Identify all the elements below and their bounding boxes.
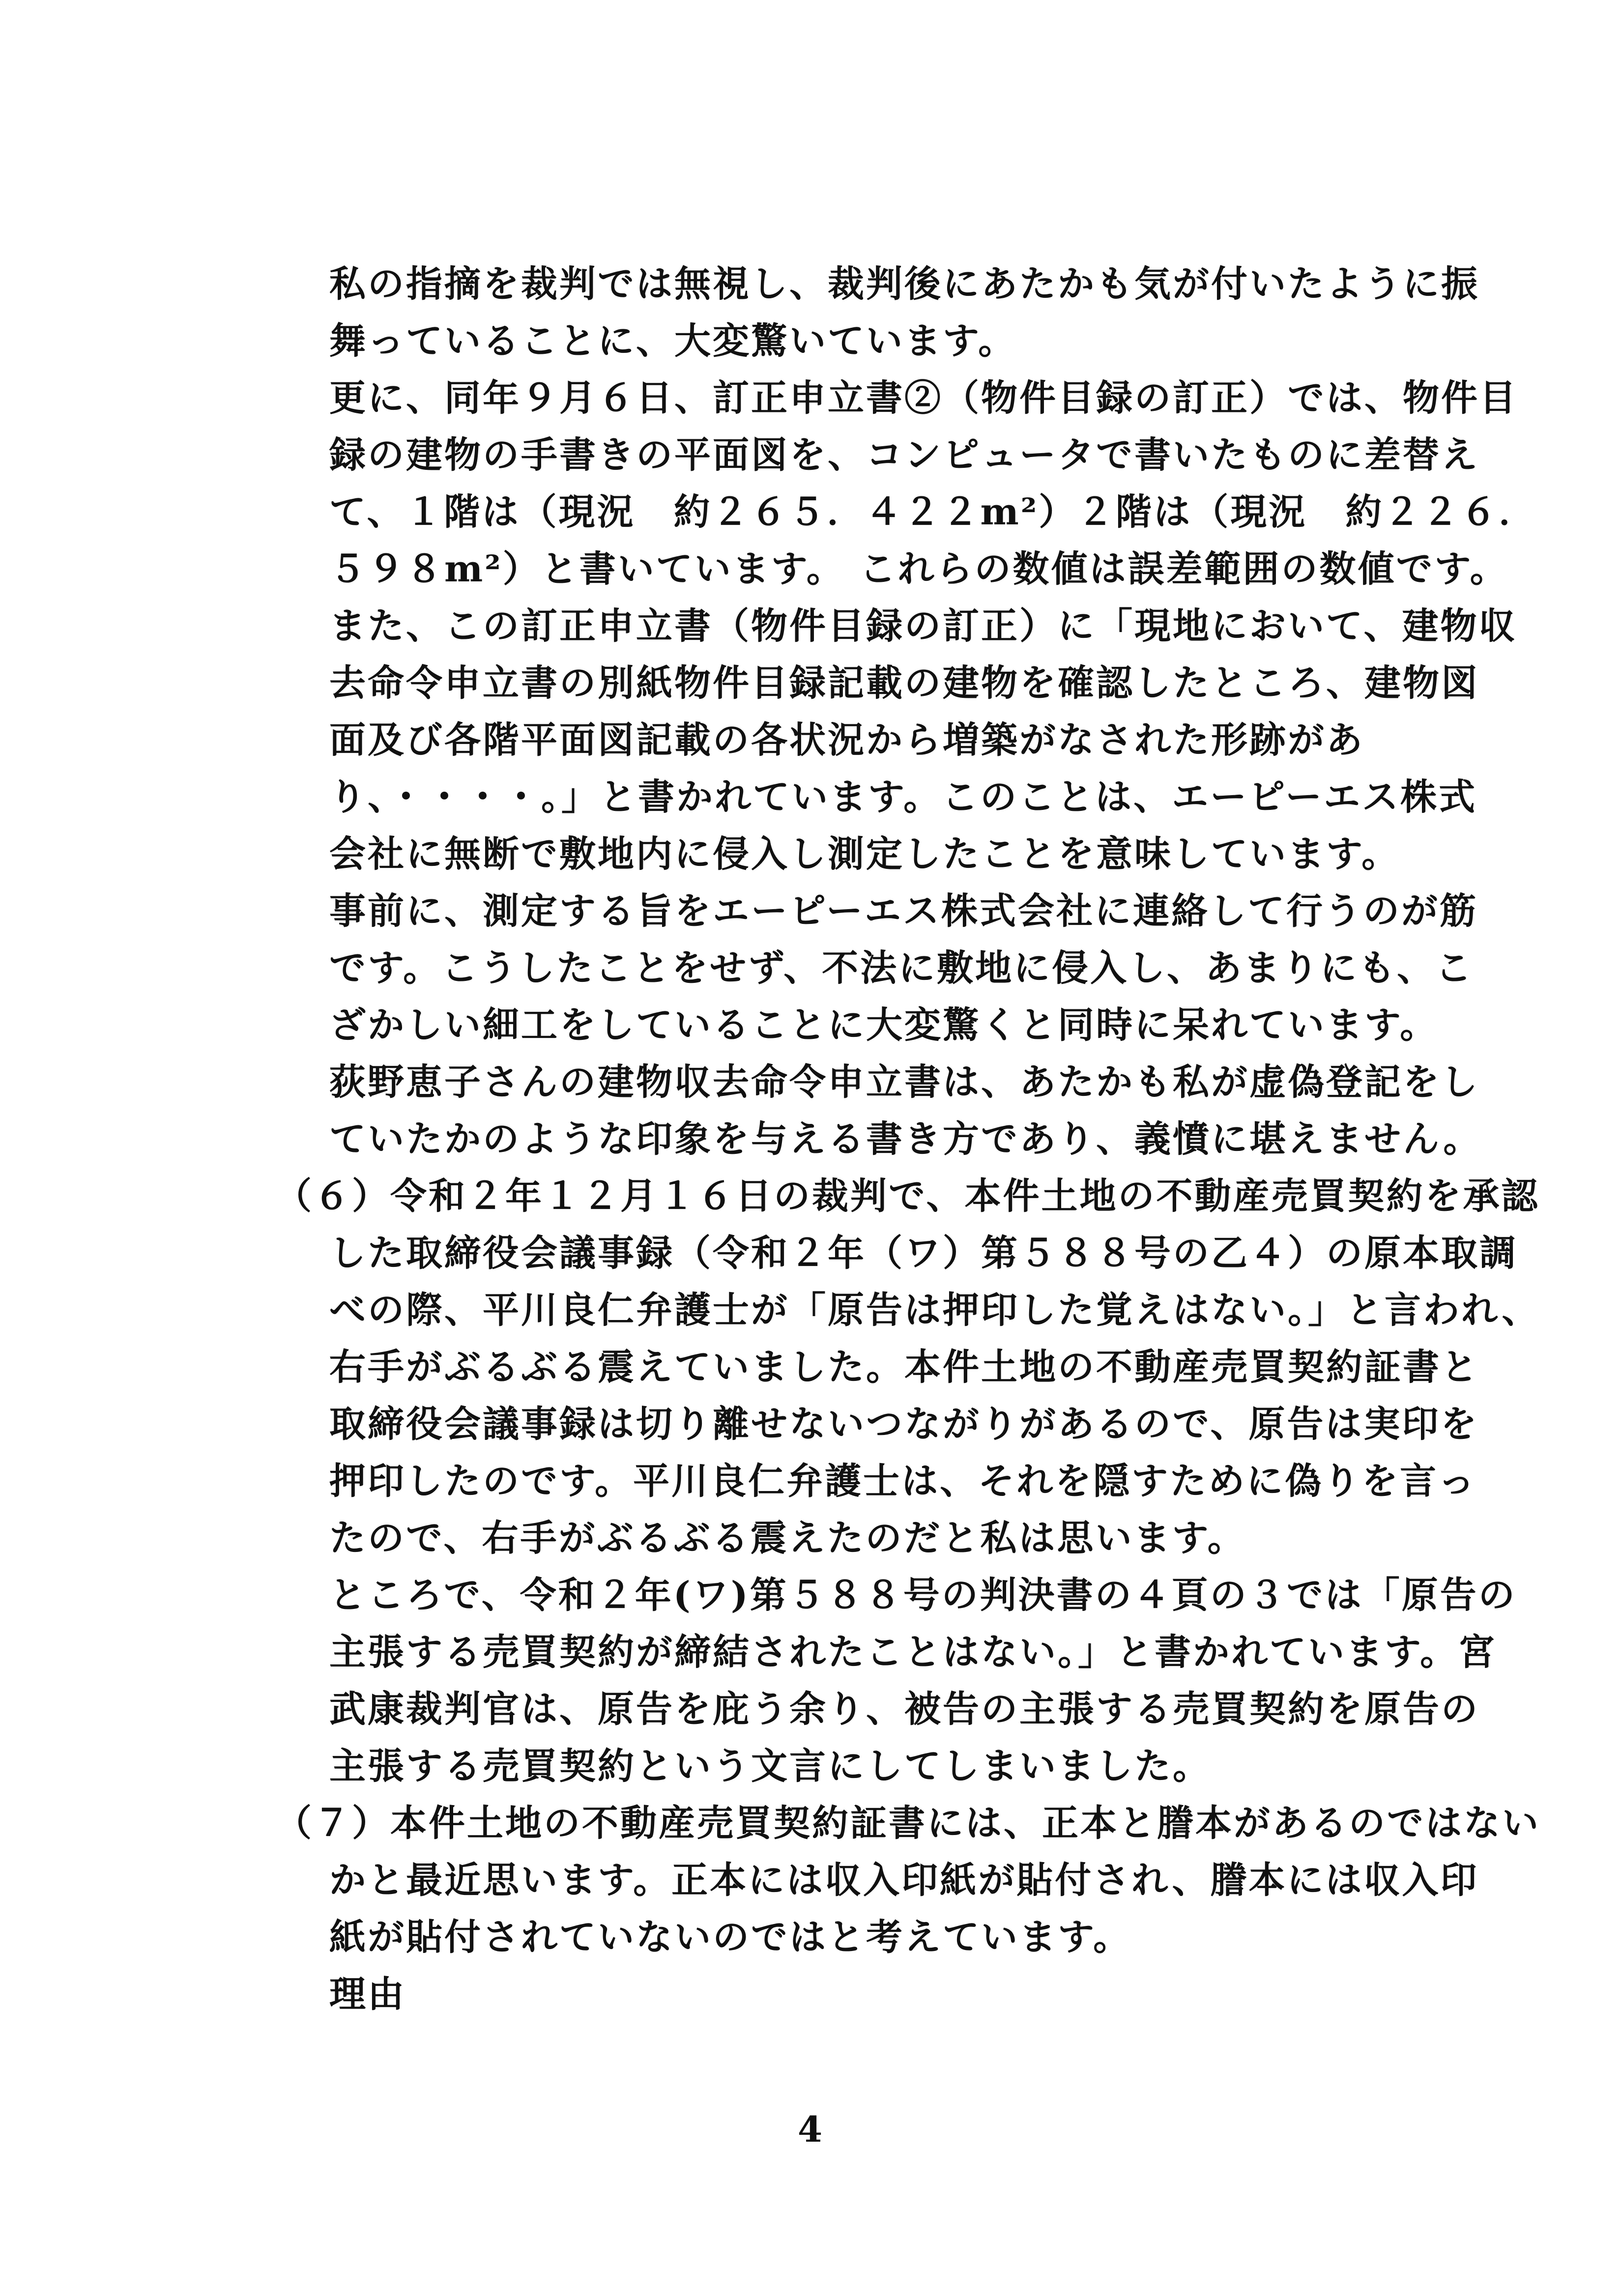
text-line: （７）本件土地の不動産売買契約証書には、正本と謄本があるのではない bbox=[275, 1802, 1540, 1844]
text-line: 事前に、測定する旨をエーピーエス株式会社に連絡して行うのが筋 bbox=[329, 890, 1478, 932]
text-line: 面及び各階平面図記載の各状況から増築がなされた形跡があ bbox=[329, 719, 1364, 761]
text-line: 取締役会議事録は切り離せないつながりがあるので、原告は実印を bbox=[329, 1403, 1479, 1445]
text-line: て、１階は（現況 約２６５．４２２m²）２階は（現況 約２２６． bbox=[329, 491, 1537, 533]
text-line: ざかしい細工をしていることに大変驚くと同時に呆れています。 bbox=[329, 1004, 1439, 1046]
text-line: ていたかのような印象を与える書き方であり、義憤に堪えません。 bbox=[329, 1118, 1482, 1160]
text-line: 舞っていることに、大変驚いています。 bbox=[329, 320, 1017, 362]
text-line: 主張する売買契約という文言にしてしまいました。 bbox=[329, 1745, 1211, 1787]
text-line: ところで、令和２年(ワ)第５８８号の判決書の４頁の３では「原告の bbox=[329, 1574, 1517, 1616]
text-line: 武康裁判官は、原告を庇う余り、被告の主張する売買契約を原告の bbox=[329, 1688, 1479, 1730]
text-line: 紙が貼付されていないのではと考えています。 bbox=[329, 1916, 1132, 1958]
text-line: り、・・・・。」と書かれています。このことは、エーピーエス株式 bbox=[329, 776, 1477, 818]
text-line: 右手がぶるぶる震えていました。本件土地の不動産売買契約証書と bbox=[329, 1346, 1479, 1388]
text-line: （６）令和２年１２月１６日の裁判で、本件土地の不動産売買契約を承認 bbox=[275, 1175, 1540, 1217]
text-line: また、この訂正申立書（物件目録の訂正）に「現地において、建物収 bbox=[329, 605, 1517, 647]
text-line: 録の建物の手書きの平面図を、コンピュータで書いたものに差替え bbox=[329, 434, 1479, 476]
text-line: 理由 bbox=[329, 1973, 406, 2015]
text-line: 押印したのです。平川良仁弁護士は、それを隠すために偽りを言っ bbox=[329, 1460, 1477, 1502]
text-line: 更に、同年９月６日、訂正申立書②（物件目録の訂正）では、物件目 bbox=[329, 377, 1518, 419]
text-line: 主張する売買契約が締結されたことはない。」と書かれています。宮 bbox=[329, 1631, 1497, 1673]
text-line: たので、右手がぶるぶる震えたのだと私は思います。 bbox=[329, 1517, 1246, 1559]
text-line: した取締役会議事録（令和２年（ワ）第５８８号の乙４）の原本取調 bbox=[329, 1232, 1518, 1274]
page-number: 4 bbox=[797, 2108, 823, 2150]
text-line: かと最近思います。正本には収入印紙が貼付され、謄本には収入印 bbox=[329, 1859, 1479, 1901]
text-line: 私の指摘を裁判では無視し、裁判後にあたかも気が付いたように振 bbox=[329, 263, 1479, 305]
text-line: 去命令申立書の別紙物件目録記載の建物を確認したところ、建物図 bbox=[329, 662, 1479, 704]
text-line: ５９８m²）と書いています。 これらの数値は誤差範囲の数値です。 bbox=[329, 548, 1508, 590]
document-body bbox=[275, 256, 1540, 2023]
text-line: べの際、平川良仁弁護士が「原告は押印した覚えはない。」と言われ、 bbox=[329, 1289, 1540, 1331]
text-line: 荻野恵子さんの建物収去命令申立書は、あたかも私が虚偽登記をし bbox=[329, 1061, 1479, 1103]
text-line: 会社に無断で敷地内に侵入し測定したことを意味しています。 bbox=[329, 833, 1400, 875]
text-line: です。こうしたことをせず、不法に敷地に侵入し、あまりにも、こ bbox=[329, 947, 1474, 989]
